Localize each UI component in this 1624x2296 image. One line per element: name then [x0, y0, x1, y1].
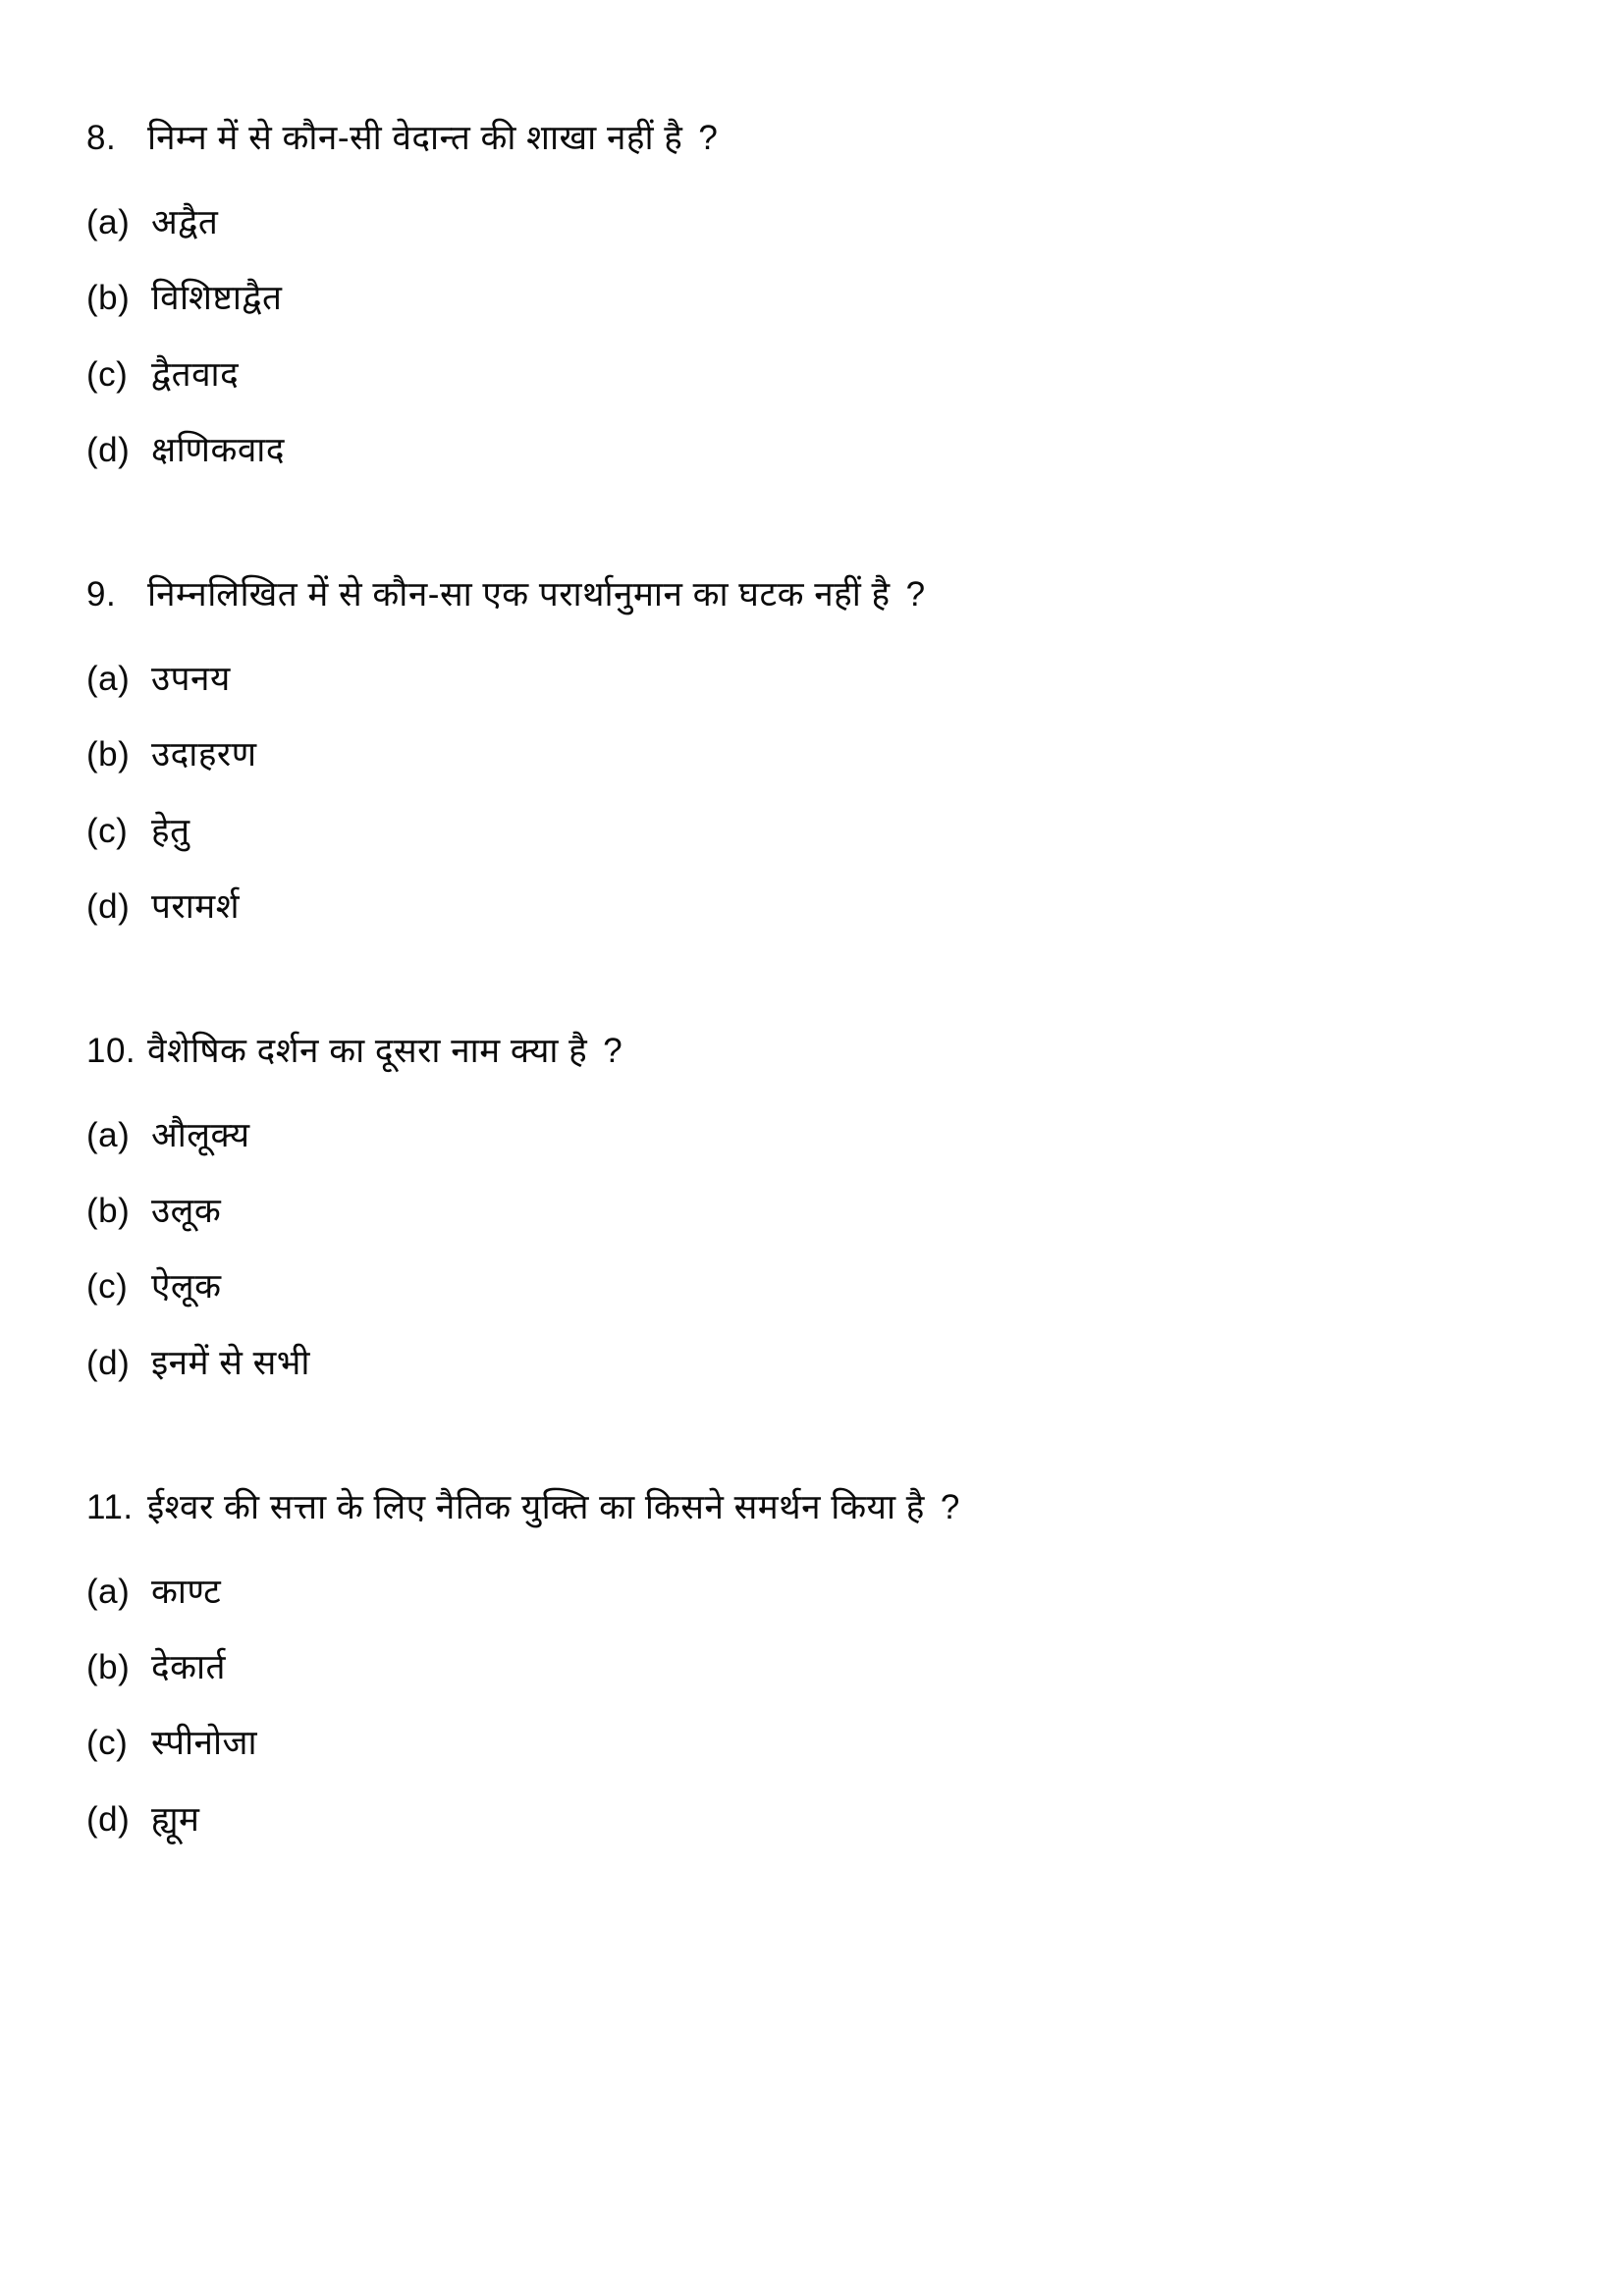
- option-row[interactable]: [86, 1629, 1506, 1705]
- option-text: काण्ट: [151, 1573, 222, 1611]
- question-text: निम्नलिखित में से कौन-सा एक परार्थानुमान का घटक नहीं है: [147, 574, 891, 614]
- option-text: स्पीनोजा: [151, 1724, 258, 1763]
- option-row[interactable]: [86, 337, 1506, 412]
- option-text: हेतु: [151, 811, 190, 850]
- question-line: [86, 1485, 1506, 1530]
- question-number: 9.: [86, 574, 117, 614]
- question-mark: ?: [603, 1031, 623, 1070]
- option-row[interactable]: [86, 1782, 1506, 1857]
- option-label: (c): [86, 811, 129, 850]
- question-text: ईश्वर की सत्ता के लिए नैतिक युक्ति का किसने समर्थन किया है: [147, 1487, 925, 1526]
- option-text: देकार्त: [151, 1648, 226, 1687]
- question-mark: ?: [940, 1487, 960, 1526]
- option-row[interactable]: [86, 1097, 1506, 1173]
- option-label: (b): [86, 1192, 131, 1231]
- option-text: ऐलूक: [151, 1267, 222, 1307]
- question-mark: ?: [698, 119, 719, 157]
- option-label: (b): [86, 279, 131, 318]
- option-row[interactable]: [86, 1554, 1506, 1629]
- question-line: [86, 572, 1506, 617]
- option-text: उपनय: [151, 660, 231, 699]
- question-block: [86, 572, 1506, 944]
- option-row[interactable]: [86, 1173, 1506, 1249]
- question-text: वैशेषिक दर्शन का दूसरा नाम क्या है: [147, 1031, 588, 1070]
- option-text: ह्यूम: [151, 1799, 200, 1839]
- option-row[interactable]: [86, 1249, 1506, 1324]
- option-row[interactable]: [86, 185, 1506, 260]
- option-text: परामर्श: [151, 886, 240, 926]
- question-block: [86, 116, 1506, 488]
- option-label: (c): [86, 354, 129, 394]
- option-label: (d): [86, 1343, 131, 1382]
- question-text: निम्न में से कौन-सी वेदान्त की शाखा नहीं है: [147, 119, 683, 157]
- option-label: (b): [86, 735, 131, 774]
- question-number: 10.: [86, 1031, 136, 1070]
- question-mark: ?: [905, 574, 926, 614]
- option-label: (a): [86, 203, 131, 242]
- option-row[interactable]: [86, 412, 1506, 488]
- option-row[interactable]: [86, 1325, 1506, 1401]
- option-row[interactable]: [86, 1705, 1506, 1781]
- option-label: (d): [86, 886, 131, 926]
- option-label: (d): [86, 430, 131, 469]
- option-label: (c): [86, 1267, 129, 1307]
- question-number: 8.: [86, 119, 117, 157]
- question-line: [86, 116, 1506, 161]
- option-label: (c): [86, 1724, 129, 1763]
- option-row[interactable]: [86, 869, 1506, 944]
- question-block: [86, 1485, 1506, 1857]
- option-label: (a): [86, 1573, 131, 1611]
- option-row[interactable]: [86, 641, 1506, 717]
- option-text: उदाहरण: [151, 735, 257, 774]
- option-row[interactable]: [86, 793, 1506, 869]
- option-text: औलूक्य: [151, 1116, 250, 1155]
- option-row[interactable]: [86, 717, 1506, 792]
- question-line: [86, 1029, 1506, 1074]
- option-label: (a): [86, 1116, 131, 1155]
- question-number: 11.: [86, 1487, 134, 1526]
- option-text: उलूक: [151, 1192, 222, 1231]
- option-label: (d): [86, 1799, 131, 1839]
- option-text: इनमें से सभी: [151, 1343, 310, 1382]
- question-block: [86, 1029, 1506, 1401]
- option-label: (a): [86, 660, 131, 699]
- option-row[interactable]: [86, 260, 1506, 336]
- option-text: अद्वैत: [151, 203, 219, 242]
- option-text: विशिष्टाद्वैत: [151, 279, 283, 318]
- option-label: (b): [86, 1648, 131, 1687]
- option-text: द्वैतवाद: [151, 354, 240, 394]
- option-text: क्षणिकवाद: [151, 430, 285, 469]
